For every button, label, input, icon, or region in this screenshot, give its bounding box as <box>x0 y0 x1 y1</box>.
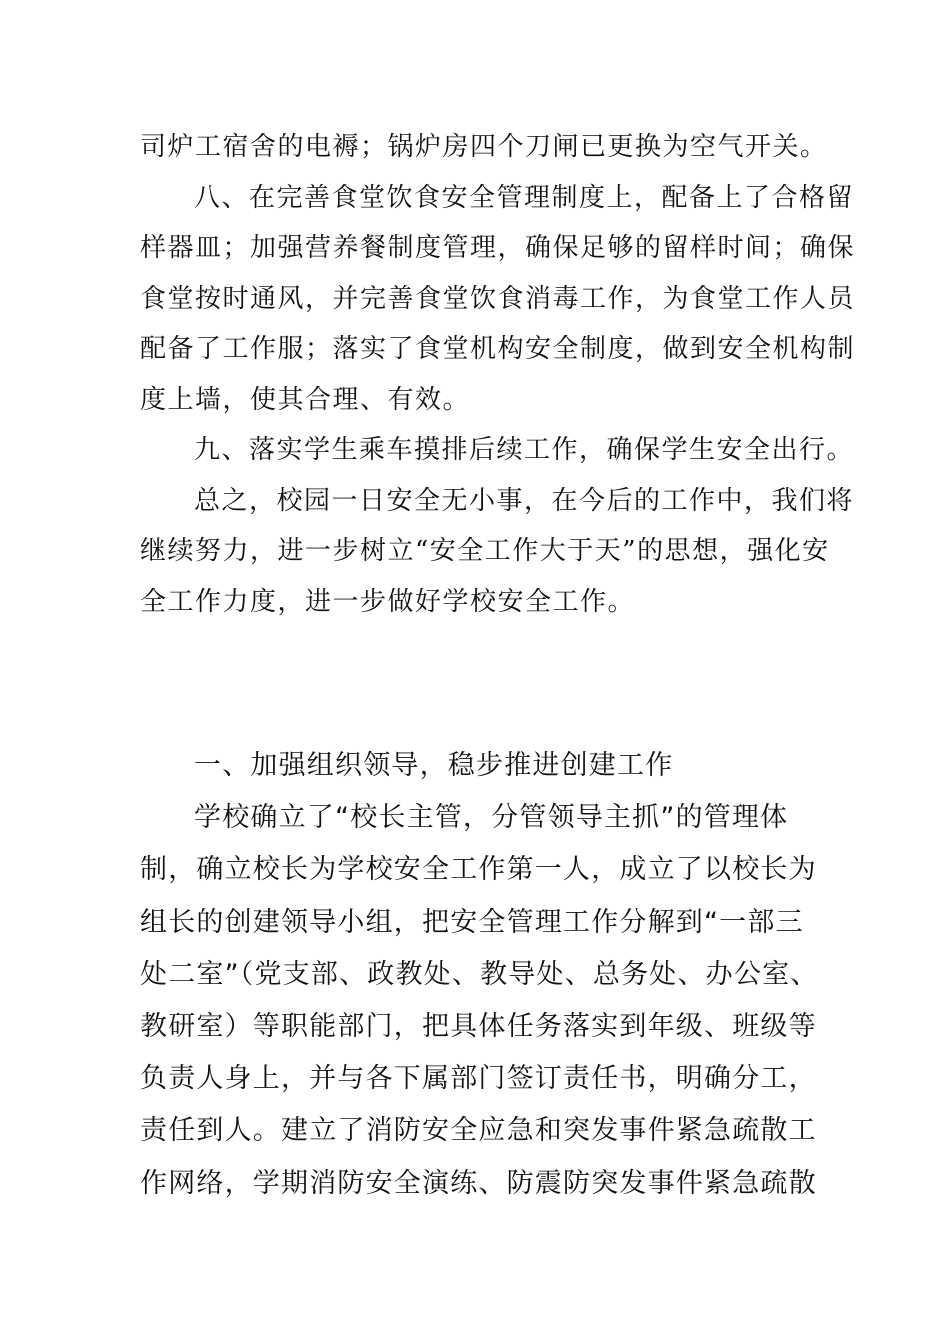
text-line: 作网络，学期消防安全演练、防震防突发事件紧急疏散 <box>140 1167 817 1199</box>
text-line: 教研室）等职能部门，把具体任务落实到年级、班级等 <box>140 1010 817 1042</box>
text-line: 组长的创建领导小组，把安全管理工作分解到“一部三 <box>140 906 804 938</box>
text-line: 学校确立了“校长主管，分管领导主抓”的管理体 <box>194 802 789 834</box>
text-line: 负责人身上，并与各下属部门签订责任书，明确分工， <box>140 1063 817 1095</box>
section-heading: 一、加强组织领导，稳步推进创建工作 <box>194 750 674 781</box>
text-line: 食堂按时通风，并完善食堂饮食消毒工作，为食堂工作人员 <box>140 283 856 314</box>
summary-paragraph-line: 总之，校园一日安全无小事，在今后的工作中，我们将 <box>194 485 855 516</box>
upper-text-section <box>140 122 856 627</box>
lower-text-section <box>140 740 840 1210</box>
text-line: 样器皿；加强营养餐制度管理，确保足够的留样时间；确保 <box>140 233 856 263</box>
text-line: 度上墙，使其合理、有效。 <box>140 384 471 415</box>
text-line: 司炉工宿舍的电褥；锅炉房四个刀闸已更换为空气开关。 <box>140 132 828 162</box>
text-line: 处二室”（党支部、政教处、教导处、总务处、办公室、 <box>140 958 819 990</box>
text-line: 责任到人。建立了消防安全应急和突发事件紧急疏散工 <box>140 1115 817 1147</box>
text-line: 配备了工作服；落实了食堂机构安全制度，做到安全机构制 <box>140 334 856 364</box>
paragraph-item-8-line: 八、在完善食堂饮食安全管理制度上，配备上了合格留 <box>194 182 855 213</box>
text-line: 制，确立校长为学校安全工作第一人，成立了以校长为 <box>140 854 817 886</box>
paragraph-item-9-line: 九、落实学生乘车摸排后续工作，确保学生安全出行。 <box>194 435 855 465</box>
text-line: 继续努力，进一步树立“安全工作大于天”的思想，强化安 <box>140 536 830 566</box>
text-line: 全工作力度，进一步做好学校安全工作。 <box>140 586 636 617</box>
